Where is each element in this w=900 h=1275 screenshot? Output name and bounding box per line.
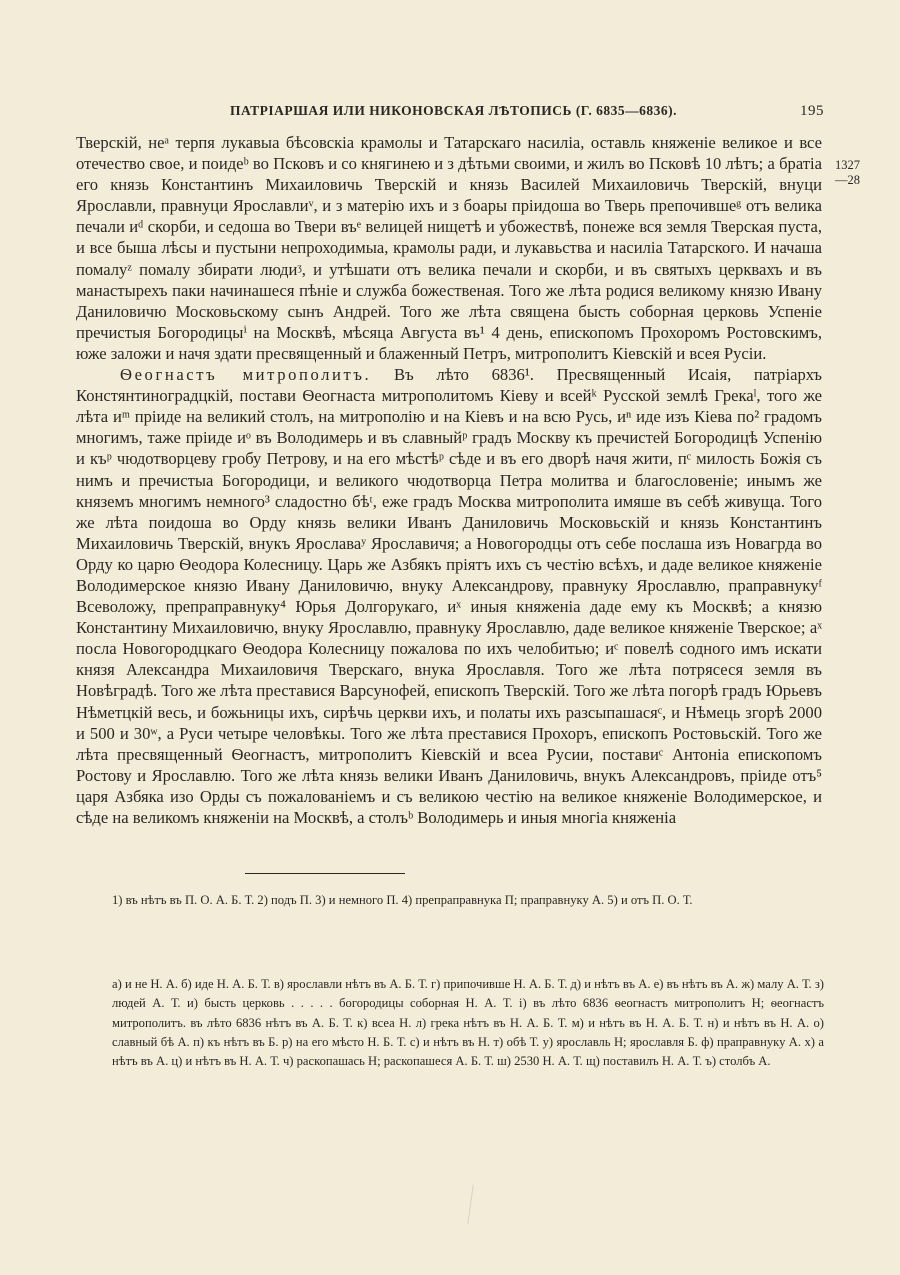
paper-mark <box>467 1185 481 1226</box>
footnotes-lettered-text: а) и не Н. А. б) иде Н. А. Б. Т. в) ярославли нѣтъ въ А. Б. Т. г) припочивше Н. А. Б. Т. д) и нѣтъ въ А. е) въ нѣтъ въ А. ж) малу А. Т. з) людей А. Т. и) бысть церковь . . . . . богородицы соборная Н. А. Т. і) въ лѣто 6836 ѳеогнастъ митрополитъ Н; ѳеогнастъ митрополитъ. въ лѣто 6836 нѣтъ въ А. Б. Т. к) всеа Н. л) грека нѣтъ въ Н. А. Б. Т. м) и нѣтъ въ Н. А. Б. Т. н) и нѣтъ въ Н. А. о) славный бѣ А. п) къ нѣтъ въ Б. р) на его мѣсто Н. Б. Т. с) и нѣтъ въ Н. т) обѣ Т. у) ярославль Н; ярославля Б. ф) праправнуку А. х) а нѣтъ въ А. ц) и нѣтъ въ Н. А. Т. ч) раскопашась Н; раскопашеся А. Б. Т. ш) 2530 Н. А. Т. щ) поставилъ Н. А. Т. ъ) столбъ А. <box>112 977 824 1069</box>
margin-year-bottom: —28 <box>835 173 860 187</box>
paragraph-2-text: Въ лѣто 6836¹. Пресвященный Исаія, патріархъ Констянтиноградцкій, постави Ѳеогнаста митрополитомъ Кіеву и всейᵏ Русской землѣ Грекаˡ, того же лѣта иᵐ пріиде на великий столъ, на митрополію и на Кіевъ и на всю Русь, иⁿ иде изъ Кіева по² градомъ многимъ, таже пріиде иᵒ въ Володимерь и въ славныйᵖ градъ Москву къ пречистей Богородицѣ Успенію и къᵖ чюдотворцеву гробу Петрову, и на его мѣстѣᵖ сѣде и въ его дворѣ начя жити, пᶜ милость Божія съ нимъ и пречистыа Богородици, и великого чюдотворца Петра молитва и благословеніе; инымъ же княземъ многимъ немного³ сладостно бѣᵗ, еже градъ Москва митрополита имяше въ себѣ живуща. Того же лѣта поидоша во Орду князь велики Иванъ Даниловичь Московьскій и князь Константинъ Михаиловичь Тверскій, внукъ Ярославаʸ Ярославичя; а Новогородцы отъ себе послаша изъ Новагрдa во Орду ко царю Ѳеодора Колесницу. Царь же Азбякъ пріятъ ихъ съ честію всѣхъ, и даде великое княженіе Володимерское князю Ивану Даниловичю, внуку Александрову, правнуку Ярославлю, праправнукуᶠ Всеволожу, препраправнуку⁴ Юрья Долгорукаго, иˣ иныя княженіа даде ему къ Москвѣ; а князю Константину Михаиловичю, внуку Ярославлю, правнуку Ярославлю, даде великое княженіе Тверское; аˣ посла Новогородцкаго Ѳеодора Колесницу пожалова по ихъ челобитью; иᶜ повелѣ содного имъ искати князя Александра Михаиловичя Тверскаго, внука Ярославля. Того же лѣта потрясеся земля въ Новѣградѣ. Того же лѣта преставися Варсунофей, епископъ Тверскій. Того же лѣта погорѣ градъ Юрьевъ Нѣметцкій весь, и божьницы ихъ, сирѣчь церкви ихъ, и полаты ихъ разсыпашасяᶜ, и Нѣмець згорѣ 2000 и 500 и 30ʷ, а Руси четыре человѣкы. Того же лѣта преставися Прохоръ, епископъ Ростовьскій. Того же лѣта пресвященный Ѳеогнастъ, митрополитъ Кіевскій и всеа Русии, поставиᶜ Антоніа епископомъ Ростову и Ярославлю. Того же лѣта князь велики Иванъ Даниловичь, внукъ Александровъ, пріиде отъ⁵ царя Азбяка изо Орды съ пожалованіемъ и съ великою честію на великое княженіе Володимерское, и сѣде на великомъ княженіи на Москвѣ, а столъᵇ Володимерь и иныя многіа княженіа <box>76 365 822 827</box>
page-number: 195 <box>800 103 824 119</box>
paragraph-2 <box>76 364 822 828</box>
numbered-footnotes <box>112 891 824 910</box>
page-title: ПАТРІАРШАЯ ИЛИ НИКОНОВСКАЯ ЛѢТОПИСЬ (Г. 6835—6836). <box>230 103 677 118</box>
paragraph-1: Тверскій, неᵃ терпя лукавыа бѣсовскіа крамолы и Татарскаго насиліа, оставль княженіе великое и все отечество свое, и поидеᵇ во Псковъ и со княгинею и з дѣтьми своими, и жилъ во Псковѣ 10 лѣтъ; а братіа его князь Константинъ Михаиловичь Тверскій и князь Василей Михаиловичь Тверскій, внуци Ярославли, правнуци Ярославлиᵛ, и з матерію ихъ и з боары пріидоша во Тверь препочившеᵍ отъ велика печали иᵈ скорби, и седоша во Твери въᵉ велицей нищетѣ и убожествѣ, понеже вся земля Тверская пуста, и все быша лѣсы и пустыни непроходимыа, крамолы ради, и лукавьства и насиліа Татарского. И начаша помалуᶻ помалу збирати людиᶾ, и утѣшати отъ велика печали и скорби, и въ святыхъ церквахъ и въ манастырехъ паки начинашеся пѣніе и служба божественая. Того же лѣта родися великому князю Ивану Даниловичю Московьскому сынъ Андрей. Того же лѣта священа бысть соборная церковь Успеніе пречистыя Богородицыⁱ на Москвѣ, мѣсяца Августа въ¹ 4 день, епископомъ Прохоромъ Ростовскимъ, юже заложи и начя здати пресвященный и блаженный Петръ, митрополитъ Кіевскій и всея Русіи. <box>76 133 822 363</box>
margin-year-top: 1327 <box>835 158 860 172</box>
footnote-divider <box>245 873 405 874</box>
footnotes-numbered-text: 1) въ нѣтъ въ П. О. А. Б. Т. 2) подъ П. 3) и немного П. 4) препраправнука П; праправнуку А. 5) и отъ П. О. Т. <box>112 893 693 907</box>
chronicle-text <box>76 132 822 828</box>
margin-year-note <box>835 158 860 188</box>
lettered-footnotes <box>112 975 824 1071</box>
section-heading: Ѳеогнастъ митрополитъ. <box>120 365 372 385</box>
